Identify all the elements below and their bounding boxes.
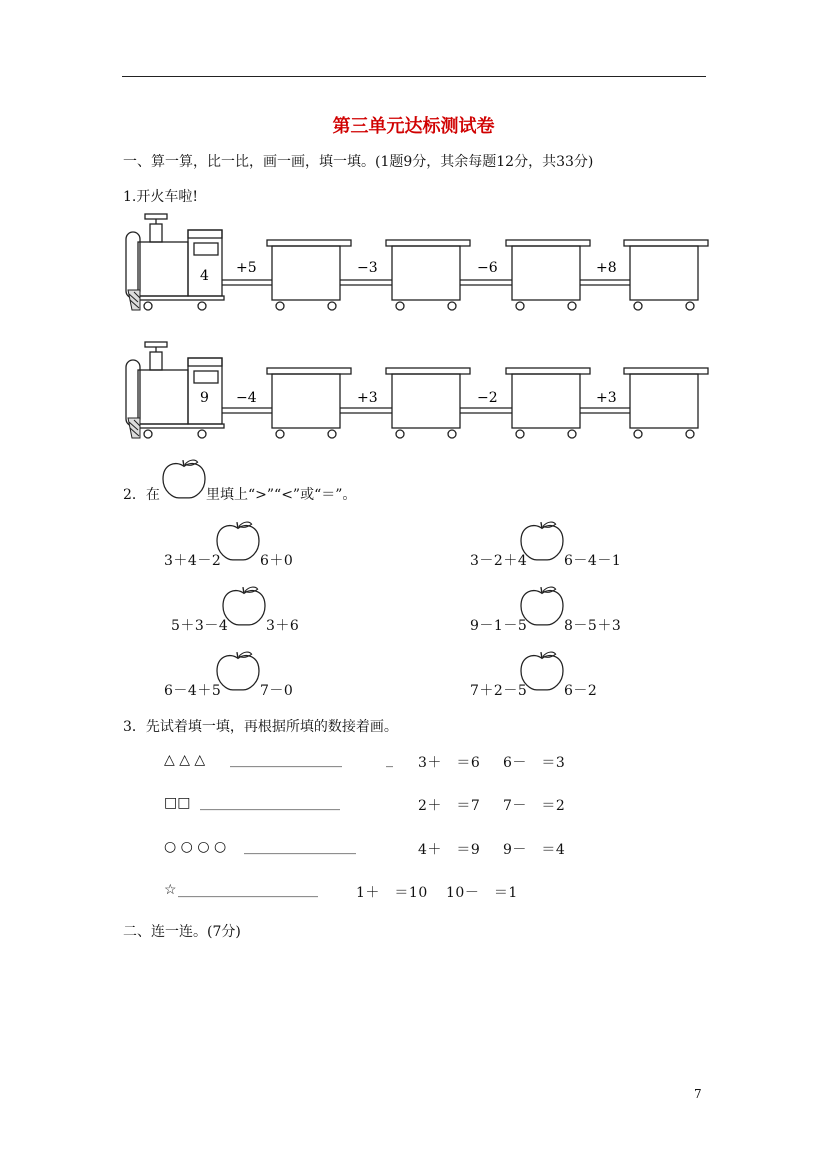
- train-1-start: 4: [200, 268, 209, 284]
- train-2-wagon-4: [630, 374, 698, 428]
- train-1-op-3: −6: [477, 260, 498, 276]
- q2-pair-1-left: 3＋4－2: [164, 553, 222, 569]
- train-2-wagon-1: [272, 374, 340, 428]
- q2-pair-3-left: 5＋3－4: [171, 618, 229, 634]
- train-2-op-2: +3: [357, 390, 378, 406]
- q2-pair-6-right: 6－2: [564, 683, 598, 699]
- train-2-wagon-3: [512, 374, 580, 428]
- train-1-wagon-1: [272, 246, 340, 300]
- train-1-op-2: −3: [357, 260, 378, 276]
- train-1-wagon-2: [392, 246, 460, 300]
- train-2-cowcatcher: [128, 418, 140, 438]
- q1-label: 1.开火车啦!: [123, 189, 198, 205]
- train-1-wagon-1-roof: [267, 240, 351, 246]
- apple-blank-2[interactable]: [518, 520, 566, 562]
- q2-pair-2-right: 6－4－1: [564, 553, 622, 569]
- train-1-op-4: +8: [596, 260, 617, 276]
- apple-icon: [160, 458, 208, 500]
- q3-row-4-shapes: ☆: [164, 882, 177, 898]
- q3-row-4-eq2: 10－ ＝1: [446, 885, 518, 901]
- train-2: [120, 338, 720, 448]
- apple-blank-1[interactable]: [214, 520, 262, 562]
- train-1: [120, 210, 720, 320]
- train-1-cab: [188, 230, 222, 296]
- train-1-window: [194, 243, 218, 255]
- q3-row-3-eq1: 4＋ ＝9: [418, 842, 481, 858]
- train-2-body: [138, 370, 188, 424]
- q3-row-4-eq1: 1＋ ＝10: [356, 885, 428, 901]
- train-2-wagon-2: [392, 374, 460, 428]
- q2-pair-1-right: 6＋0: [260, 553, 294, 569]
- q2-pair-4-left: 9－1－5: [470, 618, 528, 634]
- section1-heading: 一、算一算，比一比，画一画，填一填。(1题9分，其余每题12分，共33分): [123, 154, 594, 170]
- q3-row-1-eq1: 3＋ ＝6: [418, 755, 481, 771]
- q2-pair-3-right: 3＋6: [266, 618, 300, 634]
- train-2-window: [194, 371, 218, 383]
- q3-row-4-blank[interactable]: ____________________: [178, 882, 318, 898]
- train-2-start: 9: [200, 390, 209, 406]
- train-1-chimney-cap: [145, 214, 167, 219]
- apple-blank-3[interactable]: [220, 585, 268, 627]
- q3-row-2-eq1: 2＋ ＝7: [418, 798, 481, 814]
- q2-label-pre: 2．在: [123, 487, 160, 503]
- section2-heading: 二、连一连。(7分): [123, 924, 241, 940]
- q3-row-2-shapes: □□: [164, 795, 191, 811]
- train-1-wagon-4: [630, 246, 698, 300]
- apple-blank-6[interactable]: [518, 650, 566, 692]
- q3-row-1-extra: _: [386, 752, 393, 768]
- train-1-cowcatcher: [128, 290, 140, 310]
- q3-row-1-blank[interactable]: ________________: [230, 752, 342, 768]
- train-1-wagon-3: [512, 246, 580, 300]
- page-number: 7: [694, 1087, 702, 1101]
- train-2-op-4: +3: [596, 390, 617, 406]
- train-2-chimney: [150, 352, 162, 370]
- q3-row-1-eq2: 6－ ＝3: [503, 755, 566, 771]
- page-title: 第三单元达标测试卷: [332, 116, 495, 137]
- apple-blank-5[interactable]: [214, 650, 262, 692]
- apple-blank-4[interactable]: [518, 585, 566, 627]
- q3-row-3-shapes: ○ ○ ○ ○: [164, 839, 227, 855]
- train-1-chimney: [150, 224, 162, 242]
- q2-pair-4-right: 8－5＋3: [564, 618, 622, 634]
- train-1-op-1: +5: [236, 260, 257, 276]
- q3-label: 3．先试着填一填，再根据所填的数接着画。: [123, 719, 398, 735]
- q3-row-3-blank[interactable]: ________________: [244, 839, 356, 855]
- q3-row-2-eq2: 7－ ＝2: [503, 798, 566, 814]
- header-rule: [122, 76, 706, 77]
- q3-row-2-blank[interactable]: ____________________: [200, 795, 340, 811]
- q2-label-post: 里填上“>”“<”或“＝”。: [206, 487, 357, 503]
- q2-pair-6-left: 7＋2－5: [470, 683, 528, 699]
- q3-row-1-shapes: △ △ △: [164, 752, 206, 768]
- q2-pair-2-left: 3－2＋4: [470, 553, 528, 569]
- q2-pair-5-right: 7－0: [260, 683, 294, 699]
- q3-row-3-eq2: 9－ ＝4: [503, 842, 566, 858]
- q2-pair-5-left: 6－4＋5: [164, 683, 222, 699]
- train-2-op-1: −4: [236, 390, 257, 406]
- train-2-op-3: −2: [477, 390, 498, 406]
- train-1-body: [138, 242, 188, 296]
